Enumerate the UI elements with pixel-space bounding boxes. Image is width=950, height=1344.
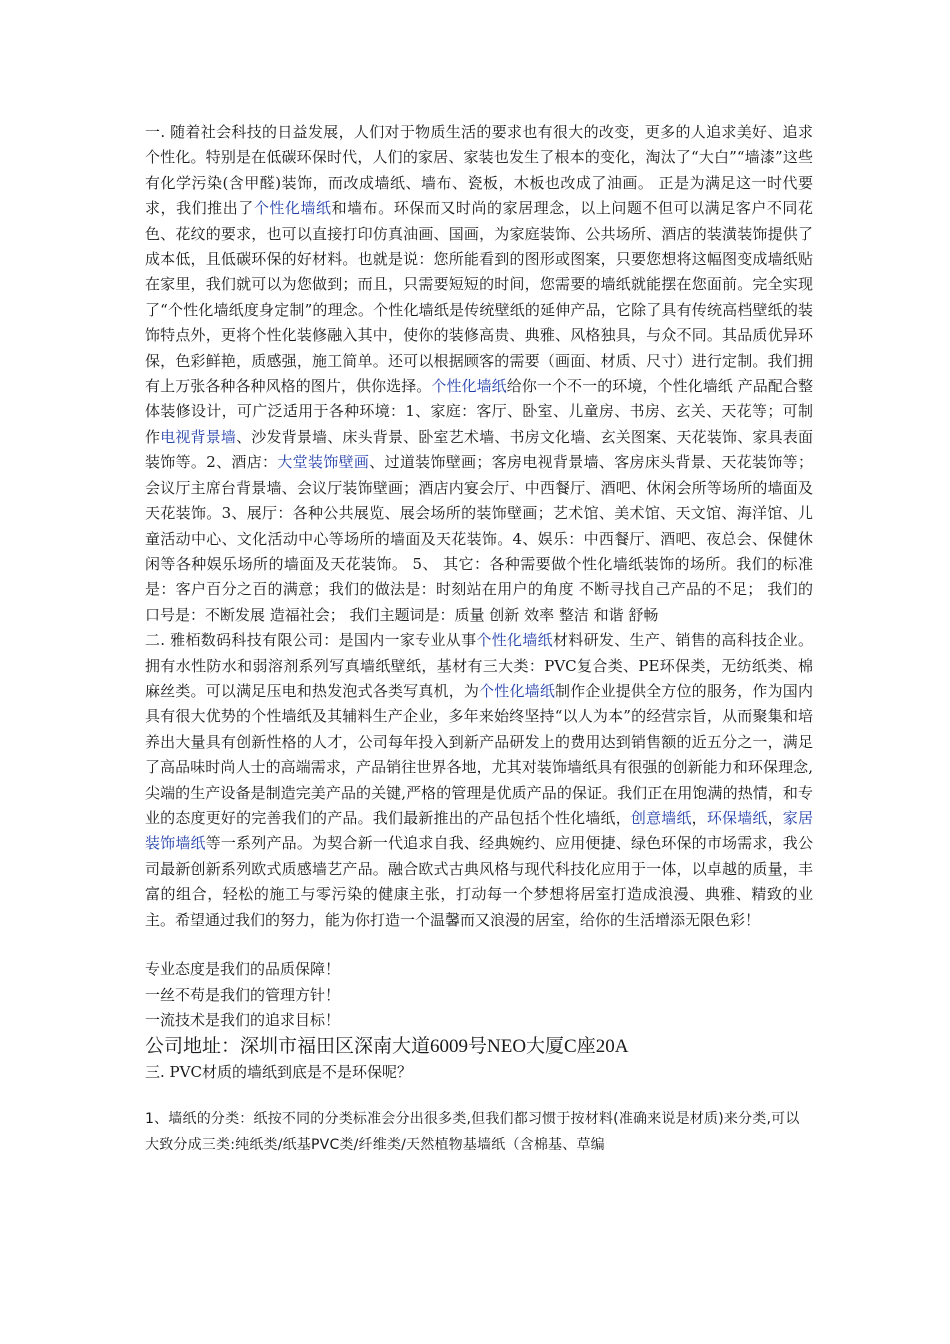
text-run: 和墙布。环保而又时尚的家居理念，以上问题不但可以满足客户不同花色、花纹的要求，也可以直接打印仿真油画、国画，为家庭装饰、公共场所、酒店的装潢装饰提供了成本低，且低碳环保的好材料。也就是说：您所能看到的图形或图案，只要您想将这幅图变成墙纸贴在家里，我们就可以为您做到；而且，只需要短短的时间，您需要的墙纸就能摆在您面前。完全实现了“个性化墙纸度身定制”的理念。个性化墙纸是传统壁纸的延伸产品，它除了具有传统高档壁纸的装饰特点外，更将个性化装修融入其中，使你的装修高贵、典雅、风格独具，与众不同。其品质优异环保，色彩鲜艳，质感强，施工简单。还可以根据顾客的需要（画面、材质、尺寸）进行定制。我们拥有上万张各种各种风格的图片，供你选择。 xyxy=(145,199,813,396)
text-run: 材料研发、生产、销售的高科技企业。拥有水性防水和弱溶剂系列写真墙纸壁纸，基材有三大类：PVC复合类、PE环保类，无纺纸类、棉麻丝类。可以满足压电和热发泡式各类写真机，为 xyxy=(145,631,813,700)
text-run: 等一系列产品。为契合新一代追求自我、经典婉约、应用便捷、绿色环保的市场需求，我公司最新创新系列欧式质感墙艺产品。融合欧式古典风格与现代科技化应用于一体，以卓越的质量，丰富的组合，轻松的施工与零污染的健康主张，打动每一个梦想将居室打造成浪漫、典雅、精致的业主。希望通过我们的努力，能为你打造一个温馨而又浪漫的居室，给你的生活增添无限色彩！ xyxy=(145,834,813,929)
link-personalized-wallpaper[interactable]: 个性化墙纸 xyxy=(431,377,507,396)
section-3-paragraph: 1、墙纸的分类：纸按不同的分类标准会分出很多类,但我们都习惯于按材料(准确来说是材质)来分类,可以大致分成三类:纯纸类/纸基PVC类/纤维类/天然植物基墙纸（含棉基、草编 xyxy=(145,1110,800,1153)
text-run: 给你一个不一的环境，个性化墙纸 产品配合整体装修设计，可广泛适用于各种环境：1、家庭：客厅、卧室、儿童房、书房、玄关、天花等；可制作 xyxy=(145,377,813,446)
link-tv-background-wall[interactable]: 电视背景墙 xyxy=(160,427,237,446)
text-run: 一. 随着社会科技的日益发展，人们对于物质生活的要求也有很大的改变，更多的人追求美好、追求个性化。特别是在低碳环保时代，人们的家居、家装也发生了根本的变化，淘汰了“大白”“墙漆”这些有化学污染(含甲醛)装饰，而改成墙纸、墙布、瓷板，木板也改成了油画。 正是为满足这一时代要求，我们推出了 xyxy=(145,123,813,218)
link-creative-wallpaper[interactable]: 创意墙纸 xyxy=(630,808,692,827)
spacer xyxy=(145,933,813,957)
text-run: 二. 雅栢数码科技有限公司：是国内一家专业从事 xyxy=(145,631,477,650)
link-personalized-wallpaper[interactable]: 个性化墙纸 xyxy=(476,631,553,650)
text-run: 、过道装饰壁画；客房电视背景墙、客房床头背景、天花装饰等；会议厅主席台背景墙、会议厅装饰壁画；酒店内宴会厅、中西餐厅、酒吧、休闲会所等场所的墙面及天花装饰。3、展厅：各种公共展览、展会场所的装饰壁画；艺术馆、美术馆、天文馆、海洋馆、儿童活动中心、文化活动中心等场所的墙面及天花装饰。4、娱乐：中西餐厅、酒吧、夜总会、保健休闲等各种娱乐场所的墙面及天花装饰。 5、 其它：各种需要做个性化墙纸装饰的场所。我们的标准是：客户百分之百的满意；我们的做法是：时刻站在用户的角度 不断寻找自己产品的不足； 我们的口号是：不断发展 造福社会； 我们主题词是：质量 创新 效率 整洁 和谐 舒畅 xyxy=(145,453,813,624)
section-3-title: 三. PVC材质的墙纸到底是不是环保呢？ xyxy=(145,1062,412,1081)
link-lobby-mural[interactable]: 大堂装饰壁画 xyxy=(277,453,370,472)
slogan-line: 一流技术是我们的追求目标！ xyxy=(145,1011,341,1029)
text-run: ， xyxy=(767,808,783,827)
link-personalized-wallpaper[interactable]: 个性化墙纸 xyxy=(253,199,332,218)
section-1-paragraph xyxy=(145,120,813,628)
slogan-line: 专业态度是我们的品质保障！ xyxy=(145,960,341,978)
text-run: ， xyxy=(691,808,707,827)
text-run: 、沙发背景墙、床头背景、卧室艺术墙、书房文化墙、玄关图案、天花装饰、家具表面装饰等。2、酒店： xyxy=(145,427,813,472)
link-personalized-wallpaper[interactable]: 个性化墙纸 xyxy=(479,681,556,700)
link-eco-wallpaper[interactable]: 环保墙纸 xyxy=(706,808,768,827)
link-home-decor-wallpaper[interactable]: 家居装饰墙纸 xyxy=(145,808,813,853)
company-address: 公司地址：深圳市福田区深南大道6009号NEO大厦C座20A xyxy=(145,1035,629,1057)
spacer xyxy=(145,1084,813,1106)
document-page xyxy=(145,120,813,1158)
slogan-line: 一丝不苟是我们的管理方针！ xyxy=(145,985,341,1004)
text-run: 制作企业提供全方位的服务，作为国内具有很大优势的个性墙纸及其辅料生产企业，多年来始终坚持“以人为本”的经营宗旨，从而聚集和培养出大量具有创新性格的人才，公司每年投入到新产品研发上的费用达到销售额的近五分之一，满足了高品味时尚人士的高端需求，产品销往世界各地，尤其对装饰墙纸具有很强的创新能力和环保理念,尖端的生产设备是制造完美产品的关键,严格的管理是优质产品的保证。我们正在用饱满的热情，和专业的态度更好的完善我们的产品。我们最新推出的产品包括个性化墙纸， xyxy=(145,681,813,827)
section-2-paragraph xyxy=(145,628,813,933)
